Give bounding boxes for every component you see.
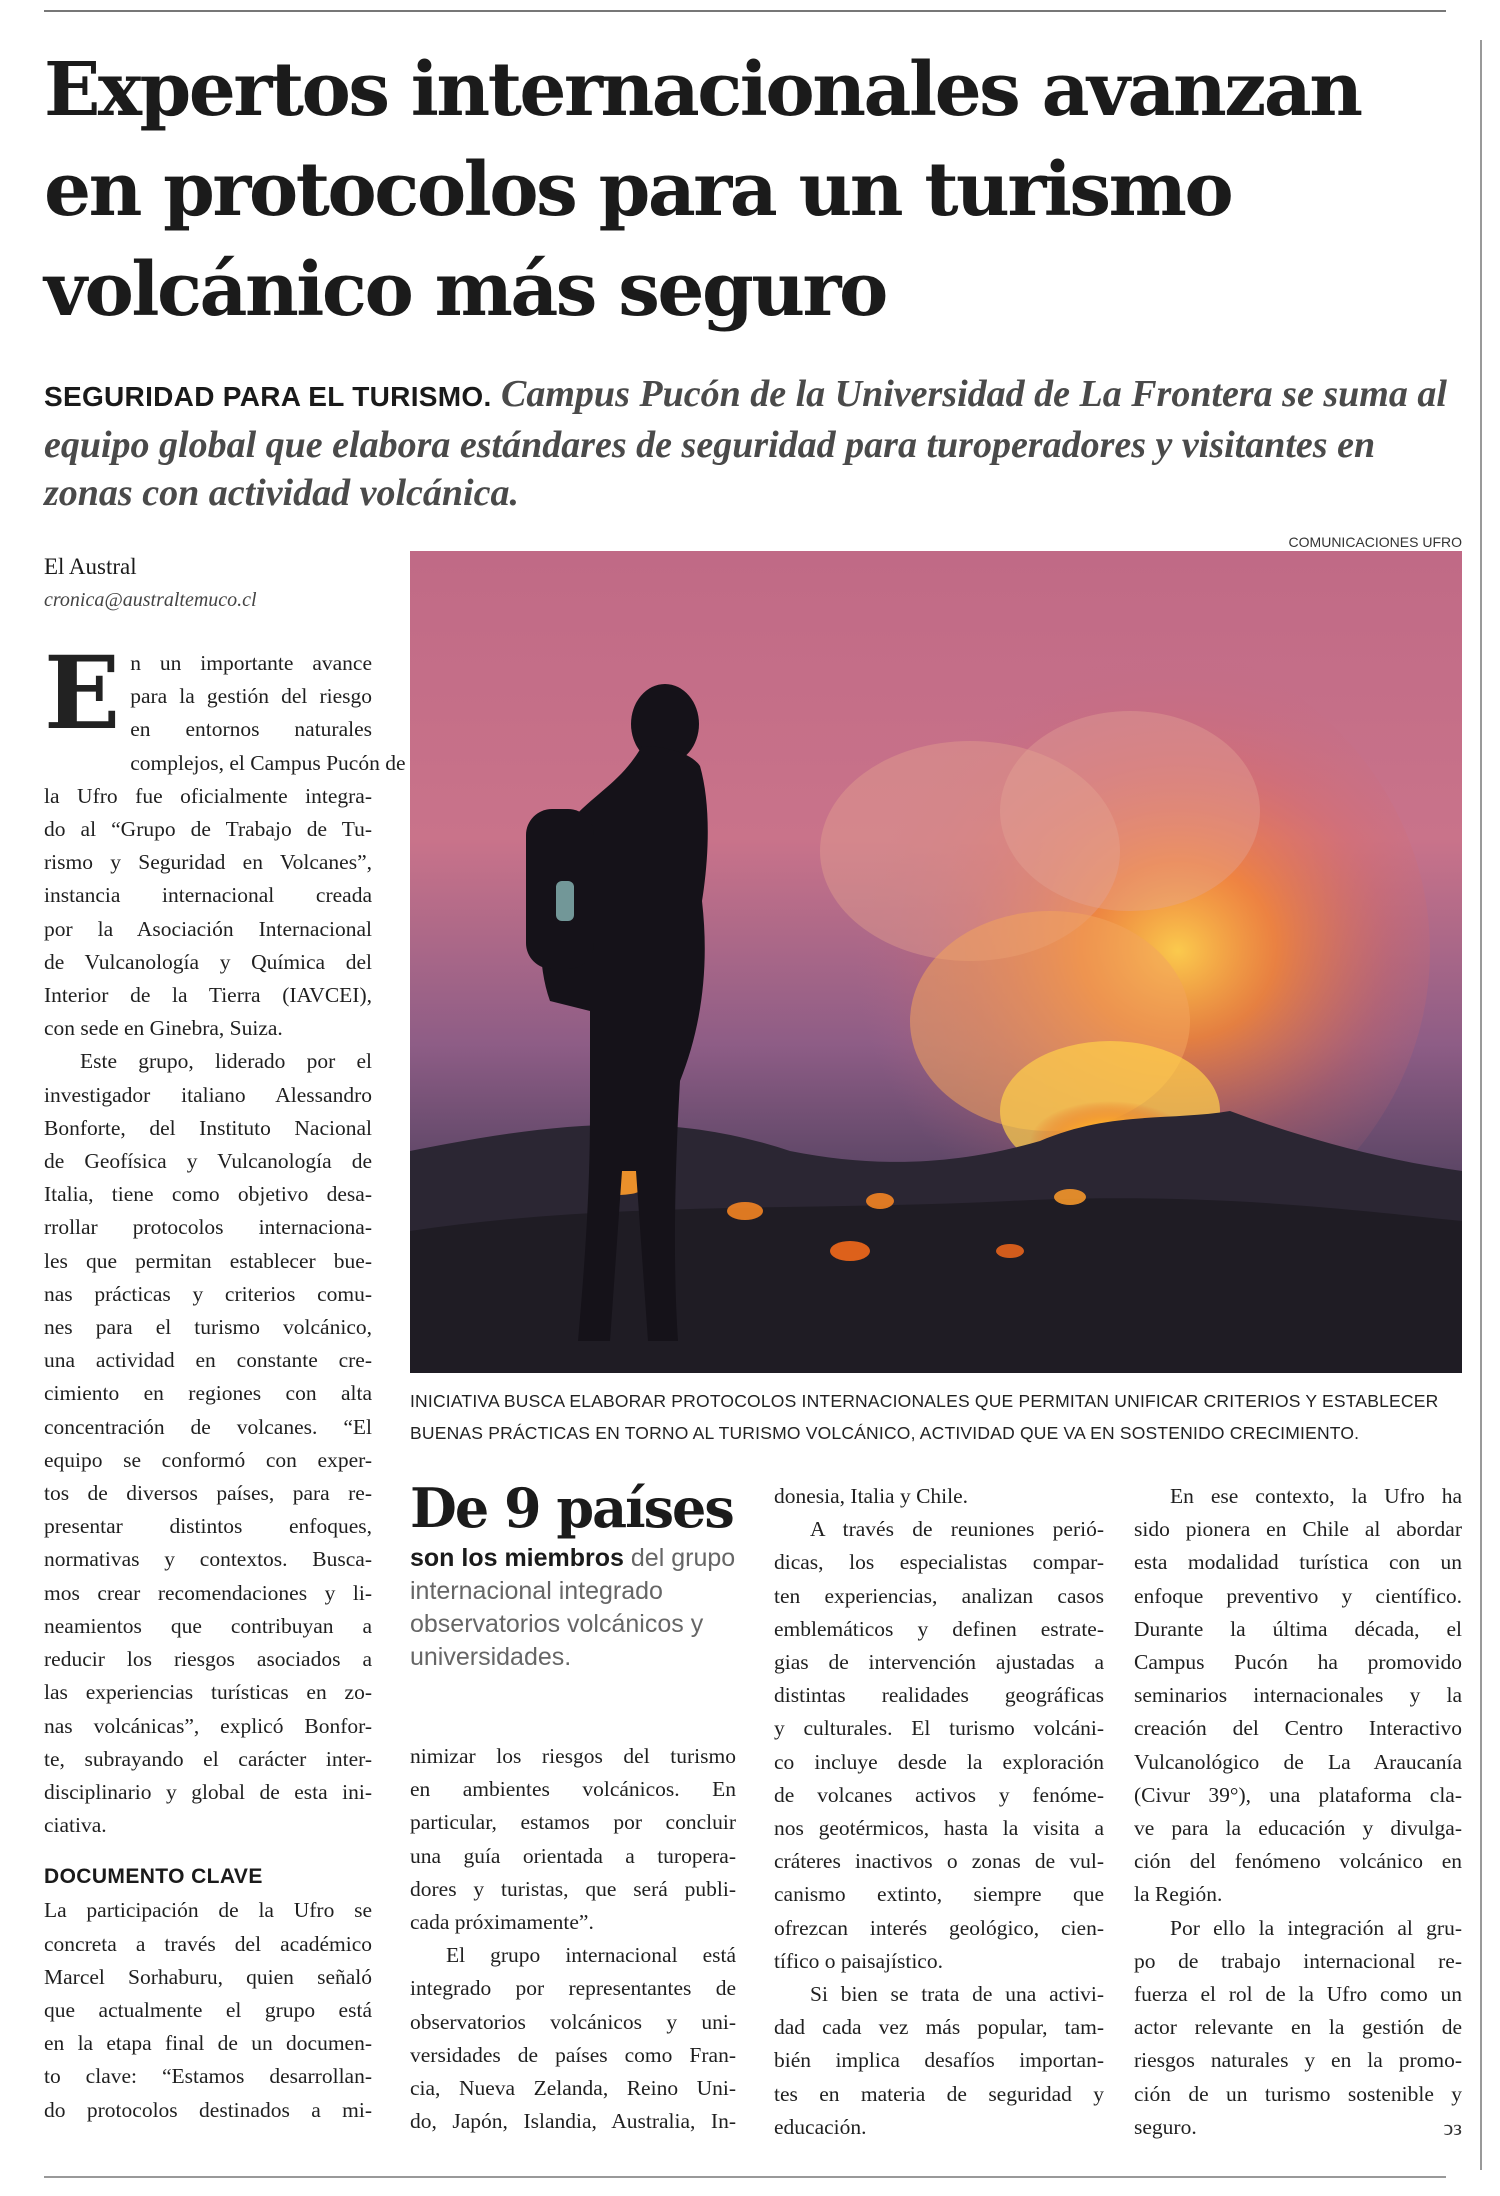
pull-quote-lead: son los miembros [410, 1544, 624, 1572]
text-line: dad cada vez más popular, tam- [774, 2015, 1104, 2040]
text-line: enfoque preventivo y científico. [1134, 1583, 1462, 1608]
byline-author: El Austral [44, 554, 137, 579]
text-line: Por ello la integración al gru- [1170, 1915, 1462, 1940]
deck-kicker: SEGURIDAD PARA EL TURISMO. [44, 381, 492, 412]
text-line: tífico o paisajístico. [774, 1948, 943, 1973]
headline: Expertos internacionales avanzan en protocolos para un turismo volcánico más seguro [44, 47, 1361, 333]
text-line: El grupo internacional está [446, 1943, 736, 1968]
text-line: en ambientes volcánicos. En [410, 1777, 736, 1802]
text-line: por la Asociación Internacional [44, 916, 372, 941]
text-line: esta modalidad turística con un [1134, 1550, 1462, 1575]
text-line: nes para el turismo volcánico, [44, 1315, 372, 1340]
text-line: Campus Pucón ha promovido [1134, 1650, 1462, 1675]
text-line: para la gestión del riesgo [130, 684, 372, 709]
photo-credit: COMUNICACIONES UFRO [1288, 534, 1462, 550]
text-line: emblemáticos y definen estrate- [774, 1616, 1104, 1641]
text-line: concreta a través del académico [44, 1931, 372, 1956]
text-line-content: seguro. [1134, 2114, 1197, 2139]
text-line: integrado por representantes de [410, 1976, 736, 2001]
text-line: Italia, tiene como objetivo desa- [44, 1182, 372, 1207]
byline [44, 552, 374, 618]
text-line: nos geotérmicos, hasta la visita a [774, 1816, 1104, 1841]
text-line: en la etapa final de un documen- [44, 2031, 372, 2056]
text-line: riesgos naturales y en la promo- [1134, 2048, 1462, 2073]
text-line: ción del fenómeno volcánico en [1134, 1849, 1462, 1874]
text-line: Interior de la Tierra (IAVCEI), [44, 983, 372, 1008]
text-line: y culturales. El turismo volcáni- [774, 1716, 1104, 1741]
text-line: que actualmente el grupo está [44, 1997, 372, 2022]
text-line: cráteres inactivos o zonas de vul- [774, 1849, 1104, 1874]
text-line: te, subrayando el carácter inter- [44, 1746, 372, 1771]
text-line: investigador italiano Alessandro [44, 1082, 372, 1107]
text-line: nas volcánicas”, explicó Bonfor- [44, 1713, 372, 1738]
text-line: instancia internacional creada [44, 883, 372, 908]
text-line: reducir los riesgos asociados a [44, 1647, 372, 1672]
text-line: rrollar protocolos internaciona- [44, 1215, 372, 1240]
text-line: nimizar los riesgos del turismo [410, 1744, 736, 1768]
text-line: Vulcanológico de La Araucanía [1134, 1749, 1462, 1774]
text-line: do, Japón, Islandia, Australia, In- [410, 2109, 736, 2134]
photo-caption [410, 1385, 1470, 1449]
text-line: to clave: “Estamos desarrollan- [44, 2064, 372, 2089]
text-line: rismo y Seguridad en Volcanes”, [44, 850, 372, 875]
text-line: ciativa. [44, 1813, 107, 1838]
text-line: una guía orientada a turopera- [410, 1843, 736, 1868]
text-line: ofrezcan interés geológico, cien- [774, 1915, 1104, 1940]
text-line: gias de intervención ajustadas a [774, 1650, 1104, 1675]
text-line: de volcanes activos y fenóme- [774, 1782, 1104, 1807]
drop-cap: E [44, 634, 121, 752]
lede-paragraph [44, 634, 372, 752]
article-column-2 [410, 1740, 736, 2138]
text-line: seminarios internacionales y la [1134, 1683, 1462, 1708]
text-line: po de trabajo internacional re- [1134, 1948, 1462, 1973]
text-line: cimiento en regiones con alta [44, 1381, 372, 1406]
text-line [1134, 2111, 1462, 2144]
bottom-rule [44, 2176, 1446, 2178]
pull-quote-text [410, 1542, 736, 1674]
text-line: normativas y contextos. Busca- [44, 1547, 372, 1572]
text-line: educación. [774, 2114, 867, 2139]
text-line: Marcel Sorhaburu, quien señaló [44, 1964, 372, 1989]
text-line: La participación de la Ufro se [44, 1898, 372, 1923]
text-line: en entornos naturales [130, 717, 372, 742]
deck-text: Campus Pucón de la Universidad de La Frontera se suma al equipo global que elabora estándares de seguridad para turoperadores y visitantes en zonas con actividad volcánica. [44, 373, 1447, 514]
text-line: dicas, los especialistas compar- [774, 1550, 1104, 1575]
pull-quote-body: del grupo internacional integrado observatorios volcánicos y universidades. [410, 1544, 736, 1671]
text-line: bién implica desafíos importan- [774, 2048, 1104, 2073]
text-line: la Región. [1134, 1882, 1223, 1907]
text-line: neamientos que contribuyan a [44, 1613, 372, 1638]
pull-quote [410, 1474, 736, 1674]
text-line: presentar distintos enfoques, [44, 1514, 372, 1539]
text-line: Durante la última década, el [1134, 1616, 1462, 1641]
top-rule [44, 10, 1446, 12]
subhead: DOCUMENTO CLAVE [44, 1865, 263, 1889]
text-line: canismo extinto, siempre que [774, 1882, 1104, 1907]
text-line: En ese contexto, la Ufro ha [1170, 1484, 1462, 1508]
text-line: nas prácticas y criterios comu- [44, 1281, 372, 1306]
article-column-1 [44, 634, 406, 2127]
text-line: complejos, el Campus Pucón de [130, 750, 406, 775]
text-line: n un importante avance [130, 651, 372, 675]
text-line: fuerza el rol de la Ufro como un [1134, 1982, 1462, 2007]
text-line: tes en materia de seguridad y [774, 2081, 1104, 2106]
text-line: do al “Grupo de Trabajo de Tu- [44, 817, 372, 842]
text-line: do protocolos destinados a mi- [44, 2097, 372, 2122]
text-line: de Geofísica y Vulcanología de [44, 1149, 372, 1174]
text-line: actor relevante en la gestión de [1134, 2015, 1462, 2040]
deck [44, 370, 1454, 517]
volcano-photo [410, 551, 1462, 1373]
text-line: sido pionera en Chile al abordar [1134, 1517, 1462, 1542]
text-line: dores y turistas, que será publi- [410, 1876, 736, 1901]
caption-line: BUENAS PRÁCTICAS EN TORNO AL TURISMO VOLCÁNICO, ACTIVIDAD QUE VA EN SOSTENIDO CRECIMIENTO. [410, 1423, 1360, 1443]
text-line: (Civur 39°), una plataforma cla- [1134, 1782, 1462, 1807]
text-line: ción de un turismo sostenible y [1134, 2081, 1462, 2106]
text-line: donesia, Italia y Chile. [774, 1484, 969, 1508]
text-line: observatorios volcánicos y uni- [410, 2009, 736, 2034]
text-line: la Ufro fue oficialmente integra- [44, 783, 372, 808]
text-line: equipo se conformó con exper- [44, 1447, 372, 1472]
text-line: con sede en Ginebra, Suiza. [44, 1016, 283, 1041]
text-line: una actividad en constante cre- [44, 1348, 372, 1373]
byline-email: cronica@australtemuco.cl [44, 589, 257, 611]
text-line: ten experiencias, analizan casos [774, 1583, 1104, 1608]
text-line: versidades de países como Fran- [410, 2042, 736, 2067]
article-column-3 [774, 1480, 1104, 2144]
column-rule [1480, 40, 1482, 2170]
text-line: cia, Nueva Zelanda, Reino Uni- [410, 2076, 736, 2101]
text-line: disciplinario y global de esta ini- [44, 1779, 372, 1804]
text-line: les que permitan establecer bue- [44, 1248, 372, 1273]
pull-quote-number: De 9 países [410, 1476, 733, 1540]
end-mark: ↄз [1443, 2114, 1462, 2140]
text-line: distintas realidades geográficas [774, 1683, 1104, 1708]
text-line: Si bien se trata de una activi- [810, 1982, 1104, 2007]
text-line: Bonforte, del Instituto Nacional [44, 1115, 372, 1140]
text-line: co incluye desde la exploración [774, 1749, 1104, 1774]
text-line: tos de diversos países, para re- [44, 1481, 372, 1506]
text-line: creación del Centro Interactivo [1134, 1716, 1462, 1741]
text-line: A través de reuniones perió- [810, 1517, 1104, 1542]
text-line: las experiencias turísticas en zo- [44, 1680, 372, 1705]
text-line: de Vulcanología y Química del [44, 949, 372, 974]
caption-line: INICIATIVA BUSCA ELABORAR PROTOCOLOS INTERNACIONALES QUE PERMITAN UNIFICAR CRITERIOS Y ESTABLECER [410, 1391, 1439, 1411]
article-column-4 [1134, 1480, 1462, 2144]
volcano-photo-illustration [410, 551, 1462, 1373]
text-line: cada próximamente”. [410, 1910, 594, 1935]
text-line: ve para la educación y divulga- [1134, 1816, 1462, 1841]
text-line: mos crear recomendaciones y li- [44, 1580, 372, 1605]
text-line: Este grupo, liderado por el [80, 1049, 372, 1074]
text-line: concentración de volcanes. “El [44, 1414, 372, 1439]
text-line: particular, estamos por concluir [410, 1810, 736, 1835]
